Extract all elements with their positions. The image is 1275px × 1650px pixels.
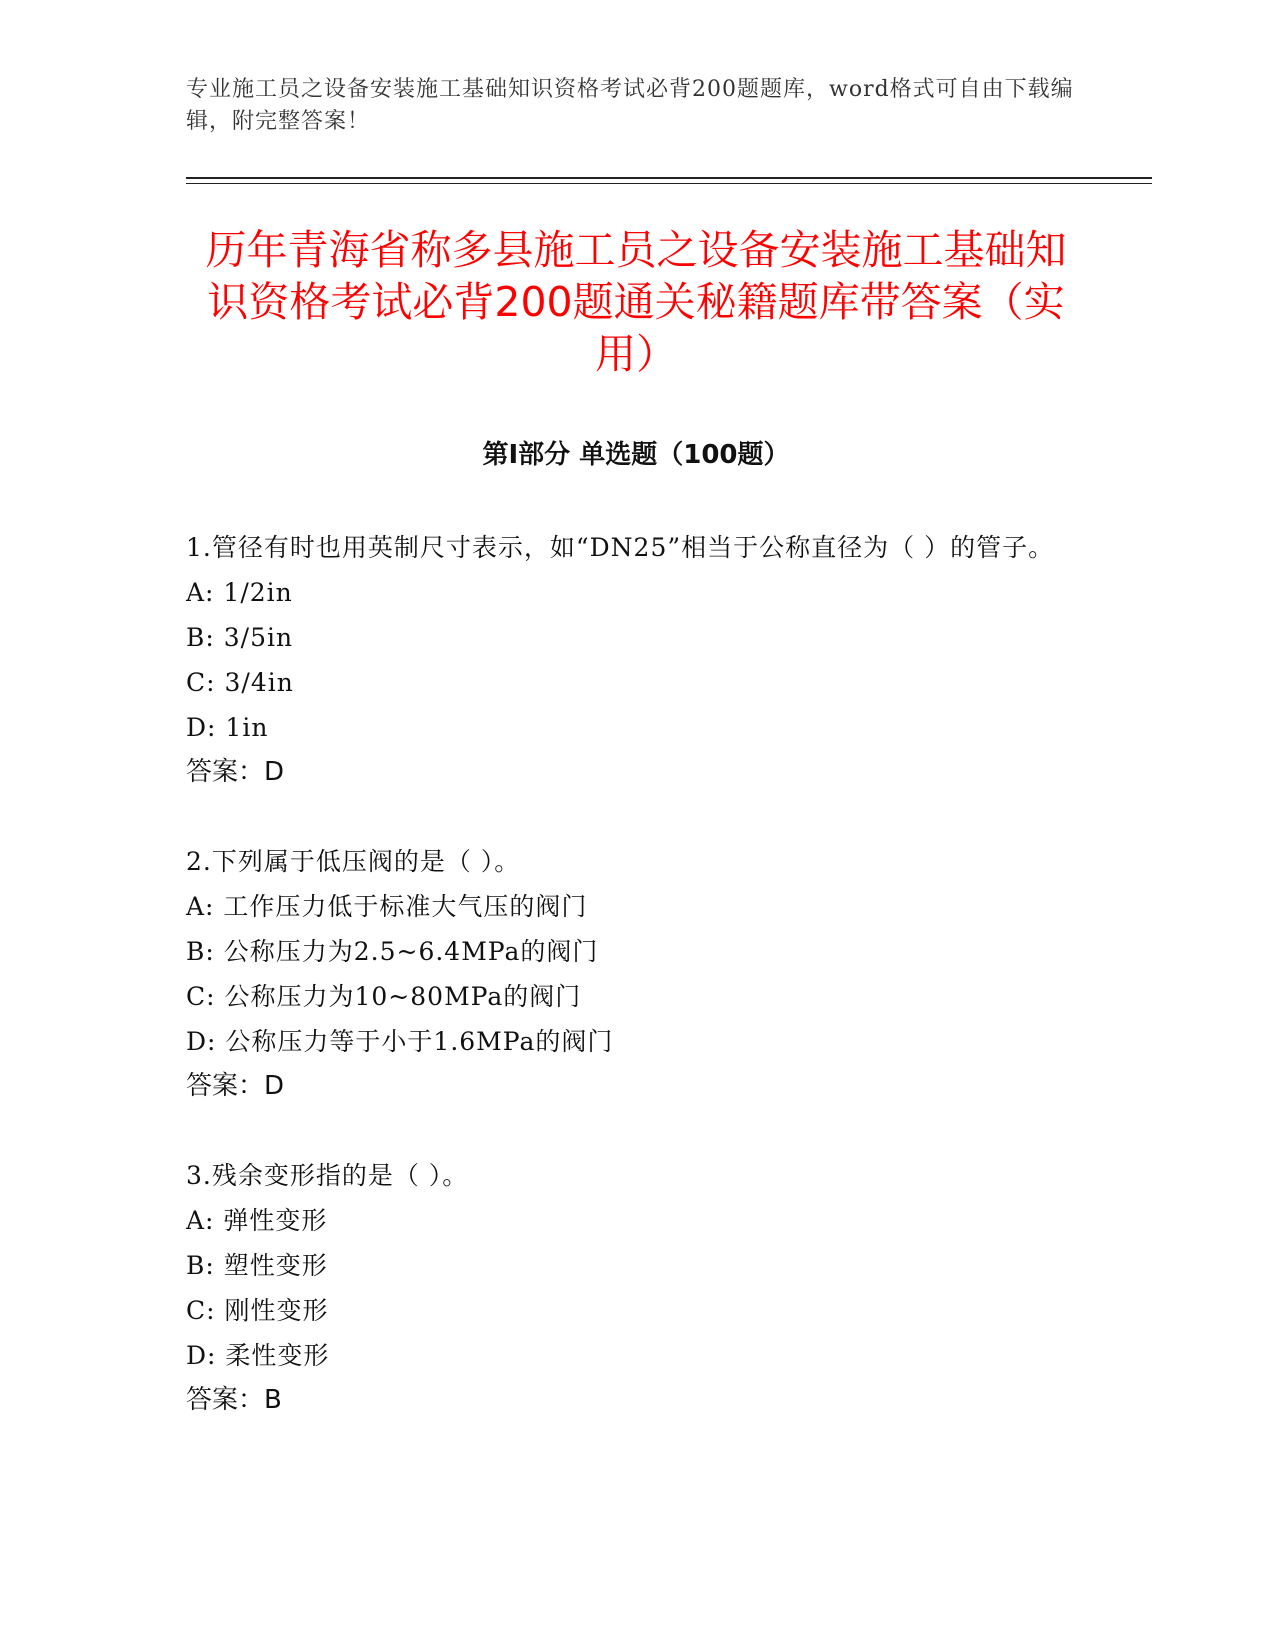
- option-c: C: 刚性变形: [186, 1296, 329, 1325]
- option-a: A: 工作压力低于标准大气压的阀门: [186, 892, 588, 921]
- question-stem: 2.下列属于低压阀的是（ ）。: [186, 847, 521, 876]
- option-c: C: 3/4in: [186, 668, 294, 697]
- header-note: 专业施工员之设备安装施工基础知识资格考试必背200题题库，word格式可自由下载编辑，附完整答案！: [186, 77, 1074, 134]
- question-stem: 3.残余变形指的是（ ）。: [186, 1161, 469, 1190]
- option-a: A: 弹性变形: [186, 1206, 328, 1235]
- question-list: [186, 525, 1086, 1467]
- question-3: [186, 1153, 1086, 1423]
- option-b: B: 塑性变形: [186, 1251, 328, 1280]
- section-heading: 第I部分 单选题（100题）: [482, 440, 790, 470]
- answer-line: 答案：D: [186, 757, 285, 787]
- option-d: D: 公称压力等于小于1.6MPa的阀门: [186, 1027, 614, 1056]
- option-b: B: 公称压力为2.5~6.4MPa的阀门: [186, 937, 599, 966]
- header-divider-thick: [186, 177, 1152, 179]
- answer-line: 答案：D: [186, 1071, 285, 1101]
- option-d: D: 柔性变形: [186, 1341, 330, 1370]
- document-title: 历年青海省称多县施工员之设备安装施工基础知识资格考试必背200题通关秘籍题库带答案（实用）: [205, 226, 1067, 378]
- option-d: D: 1in: [186, 713, 269, 742]
- option-b: B: 3/5in: [186, 623, 294, 652]
- question-2: [186, 839, 1086, 1109]
- option-c: C: 公称压力为10~80MPa的阀门: [186, 982, 582, 1011]
- option-a: A: 1/2in: [186, 578, 293, 607]
- header-divider-thin: [186, 183, 1152, 184]
- question-stem: 1.管径有时也用英制尺寸表示，如“DN25”相当于公称直径为（ ）的管子。: [186, 533, 1055, 562]
- answer-line: 答案：B: [186, 1385, 282, 1415]
- question-1: [186, 525, 1086, 795]
